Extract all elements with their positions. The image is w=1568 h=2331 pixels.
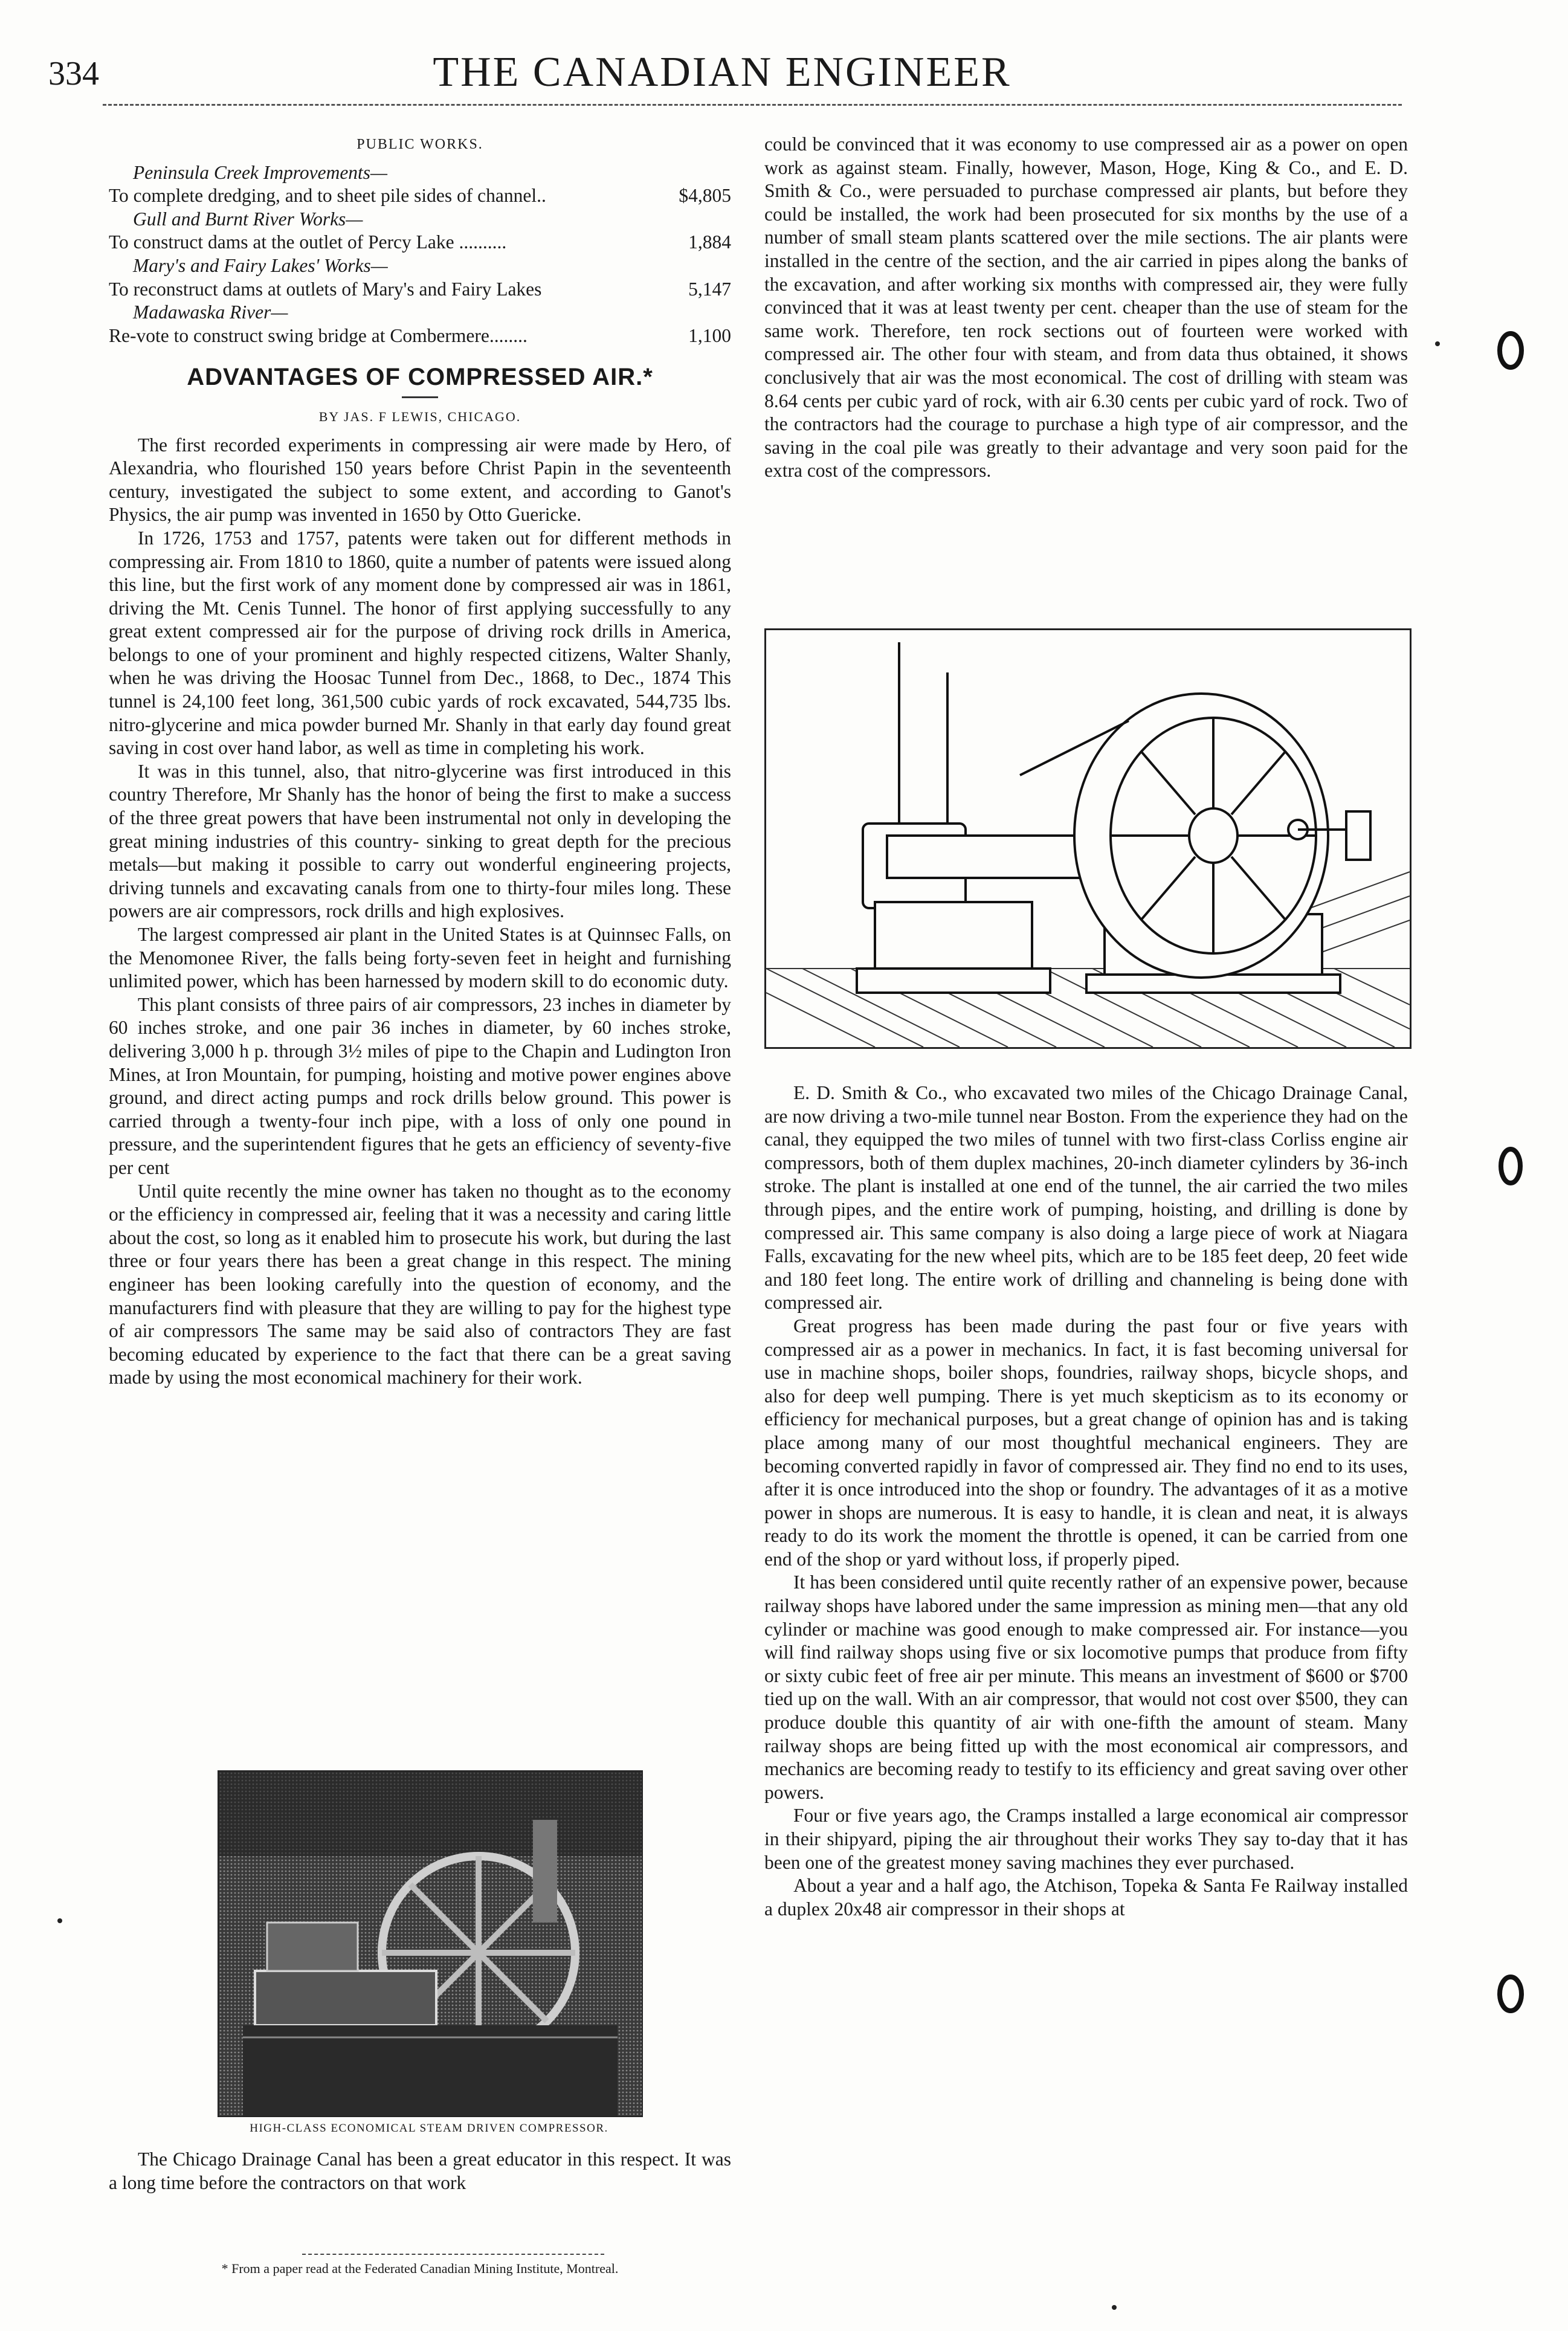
paragraph: In 1726, 1753 and 1757, patents were taken out for different methods in compressing air. From 1810 to 1860, quite a number of patents were issued along this line, but the first work of any moment done by compressed air was in 1861, driving the Mt. Cenis Tunnel. The honor of first applying successfully to any great extent compressed air for the purpose of driving rock drills in America, belongs to one of your prominent and highly respected citizens, Walter Shanly, when he was driving the Hoosac Tunnel from Dec., 1868, to Dec., 1874 This tunnel is 24,100 feet long, 361,500 cubic yards of rock excavated, 544,735 lbs. nitro-glycerine and mica powder burned Mr. Shanly in that early day found great saving in cost over hand labor, as well as time in completing his work. xyxy=(109,527,731,759)
paragraph: The first recorded experiments in compressing air were made by Hero, of Alexandria, who flourished 150 years before Christ Papin in the seventeenth century, investigated the subject to some extent, and according to Ganot's Physics, the air pump was invented in 1650 by Otto Guericke. xyxy=(109,434,731,526)
ink-dot xyxy=(57,1918,62,1923)
binding-hole-mark xyxy=(1492,1142,1529,1190)
article-title: ADVANTAGES OF COMPRESSED AIR.* xyxy=(187,364,653,391)
public-works-entry xyxy=(109,254,731,301)
header-rule xyxy=(103,104,1402,106)
entry-amount: $4,805 xyxy=(679,185,731,207)
entry-category: Gull and Burnt River Works— xyxy=(133,208,363,230)
ink-dot xyxy=(1435,341,1440,346)
entry-category: Peninsula Creek Improvements— xyxy=(133,161,388,183)
public-works-entry xyxy=(109,161,731,208)
public-works-entry xyxy=(109,301,731,347)
entry-amount: 1,884 xyxy=(688,231,731,253)
entry-category: Mary's and Fairy Lakes' Works— xyxy=(133,254,388,276)
public-works-heading: PUBLIC WORKS. xyxy=(357,137,483,152)
compressor-photo xyxy=(218,1770,643,2117)
paragraph: About a year and a half ago, the Atchison, Topeka & Santa Fe Railway installed a duplex 20x48 air compressor in their shops at xyxy=(764,1875,1408,1920)
title-rule xyxy=(402,396,438,398)
left-bottom-text xyxy=(109,2148,731,2194)
paragraph: It has been considered until quite recently rather of an expensive power, because railway shops have labored under the same impression as mining men—that any old cylinder or machine was good enough to make compressed air. For instance—you will find railway shops using five or six locomotive pumps that produce from fifty or sixty cubic feet of free air per minute. This means an investment of $600 or $700 tied up on the wall. With an air compressor, that would not cost over $500, they can produce double this quantity of air with one-fifth the amount of steam. Many railway shops are being fitted up with the most economical air compressors, and mechanics are becoming ready to testify to its efficiency and great saving over other powers. xyxy=(764,1572,1408,1803)
entry-amount: 5,147 xyxy=(688,278,731,300)
entry-text: To complete dredging, and to sheet pile sides of channel.. xyxy=(109,185,546,207)
journal-title: THE CANADIAN ENGINEER xyxy=(433,49,1011,95)
paragraph: The largest compressed air plant in the United States is at Quinnsec Falls, on the Menomonee River, the falls being forty-seven feet in height and furnishing unlimited power, which has been harnessed by modern skill to do economic duty. xyxy=(109,924,731,992)
entry-amount: 1,100 xyxy=(688,324,731,346)
footnote-rule xyxy=(302,2254,604,2255)
paragraph: Four or five years ago, the Cramps installed a large economical air compressor in their shipyard, piping the air throughout their works They say to-day that it has been one of the greatest money saving machines they ever purchased. xyxy=(764,1805,1408,1873)
left-column xyxy=(109,133,731,1390)
right-column-bottom xyxy=(764,1082,1408,1921)
entry-text: Re-vote to construct swing bridge at Combermere........ xyxy=(109,324,528,346)
compressor-photo-image xyxy=(219,1772,642,2116)
paragraph: The Chicago Drainage Canal has been a great educator in this respect. It was a long time before the contractors on that work xyxy=(109,2149,731,2193)
entry-category: Madawaska River— xyxy=(133,301,288,323)
right-column-top xyxy=(764,133,1408,483)
paragraph: This plant consists of three pairs of air compressors, 23 inches in diameter by 60 inches stroke, and one pair 36 inches in diameter, by 60 inches stroke, delivering 3,000 h p. through 3½ miles of pipe to the Chapin and Ludington Iron Mines, at Iron Mountain, for pumping, hoisting and motive power engines above ground, and direct acting pumps and rock drills below ground. This power is carried through a twenty-four inch pipe, with a loss of only one pound in pressure, and the superintendent figures that he gets an efficiency of seventy-five per cent xyxy=(109,993,731,1178)
corliss-compressor-drawing xyxy=(766,630,1410,1047)
paragraph: It was in this tunnel, also, that nitro-glycerine was first introduced in this country Therefore, Mr Shanly has the honor of being the first to make a success of the three great powers that have been instrumental not only in developing the great mining industries of this country- sinking to great depth for the precious metals—but making it possible to carry out wonderful engineering projects, driving tunnels and excavating canals from one to thirty-four miles long. These powers are air compressors, rock drills and high explosives. xyxy=(109,760,731,922)
paragraph: Great progress has been made during the past four or five years with compressed air as a power in mechanics. In fact, it is fast becoming universal for use in machine shops, boiler shops, foundries, railway shops, bicycle shops, and also for deep well pumping. There is yet much skepticism as to its economy or efficiency for mechanical purposes, but a great change of opinion has and is taking place among many of our most thoughtful mechanical engineers. They are becoming converted rapidly in favor of compressed air. They find no end to its uses, after it is once introduced into the shop or foundry. The advantages of it as a motive power in shops are numerous. It is easy to handle, it is clean and neat, it is always ready to do its work the moment the throttle is opened, it can be carried from one end of the shop or yard without loss, if properly piped. xyxy=(764,1315,1408,1570)
paragraph: could be convinced that it was economy to use compressed air as a power on open work as against steam. Finally, however, Mason, Hoge, King & Co., and E. D. Smith & Co., were persuaded to purchase compressed air plants, but before they could be installed, the work had been prosecuted for six months by the use of a number of small steam plants scattered over the mile sections. The air plants were installed in the centre of the section, and the air carried in pipes along the banks of the excavation, and after working six months with compressed air, they were fully convinced that it was at least twenty per cent. cheaper than the use of steam for the same work. Therefore, ten rock sections out of fourteen were worked with compressed air. The other four with steam, and from data thus obtained, it shows conclusively that air was the most economical. The cost of drilling with steam was 8.64 cents per cubic yard of rock, with air 6.30 cents per cubic yard of rock. Two of the contractors had the courage to purchase a high type of air compressor, and the saving in the coal pile was greatly to their advantage and very soon paid for the extra cost of the compressors. xyxy=(764,134,1408,482)
entry-text: To reconstruct dams at outlets of Mary's and Fairy Lakes xyxy=(109,278,542,300)
paragraph: Until quite recently the mine owner has taken no thought as to the economy or the efficiency in compressed air, feeling that it was a necessity and caring little about the cost, so long as it enabled him to prosecute his work, but during the last three or four years there has been a great change in this respect. The mining engineer has been looking carefully into the question of economy, and the manufacturers find with pleasure that they are willing to pay for the highest type of air compressors The same may be said also of contractors They are fast becoming educated by experience to the fact that there can be a great saving made by using the most economical machinery for their work. xyxy=(109,1180,731,1388)
photo-caption: HIGH-CLASS ECONOMICAL STEAM DRIVEN COMPRESSOR. xyxy=(250,2122,608,2135)
page-header xyxy=(42,48,1402,103)
binding-hole-mark xyxy=(1492,1970,1529,2018)
page-number: 334 xyxy=(48,55,99,92)
article-byline: BY JAS. F LEWIS, CHICAGO. xyxy=(318,408,521,424)
binding-hole-mark xyxy=(1492,326,1529,375)
ink-dot xyxy=(1112,2305,1117,2310)
entry-text: To construct dams at the outlet of Percy Lake .......... xyxy=(109,231,507,253)
footnote: * From a paper read at the Federated Canadian Mining Institute, Montreal. xyxy=(221,2261,619,2276)
paragraph: E. D. Smith & Co., who excavated two miles of the Chicago Drainage Canal, are now driving a two-mile tunnel near Boston. From the experience they had on the canal, they equipped the two miles of tunnel with two first-class Corliss engine air compressors, both of them duplex machines, 20-inch diameter cylinders by 36-inch stroke. The plant is installed at one end of the tunnel, the air carried the two miles through pipes, and the entire work of pumping, hoisting, and drilling is done by compressed air. This same company is also doing a large piece of work at Niagara Falls, excavating for the new wheel pits, which are to be 185 feet deep, 20 feet wide and 180 feet long. The entire work of drilling and channeling is being done with compressed air. xyxy=(764,1082,1408,1314)
public-works-entry xyxy=(109,208,731,254)
compressor-illustration xyxy=(764,628,1412,1049)
